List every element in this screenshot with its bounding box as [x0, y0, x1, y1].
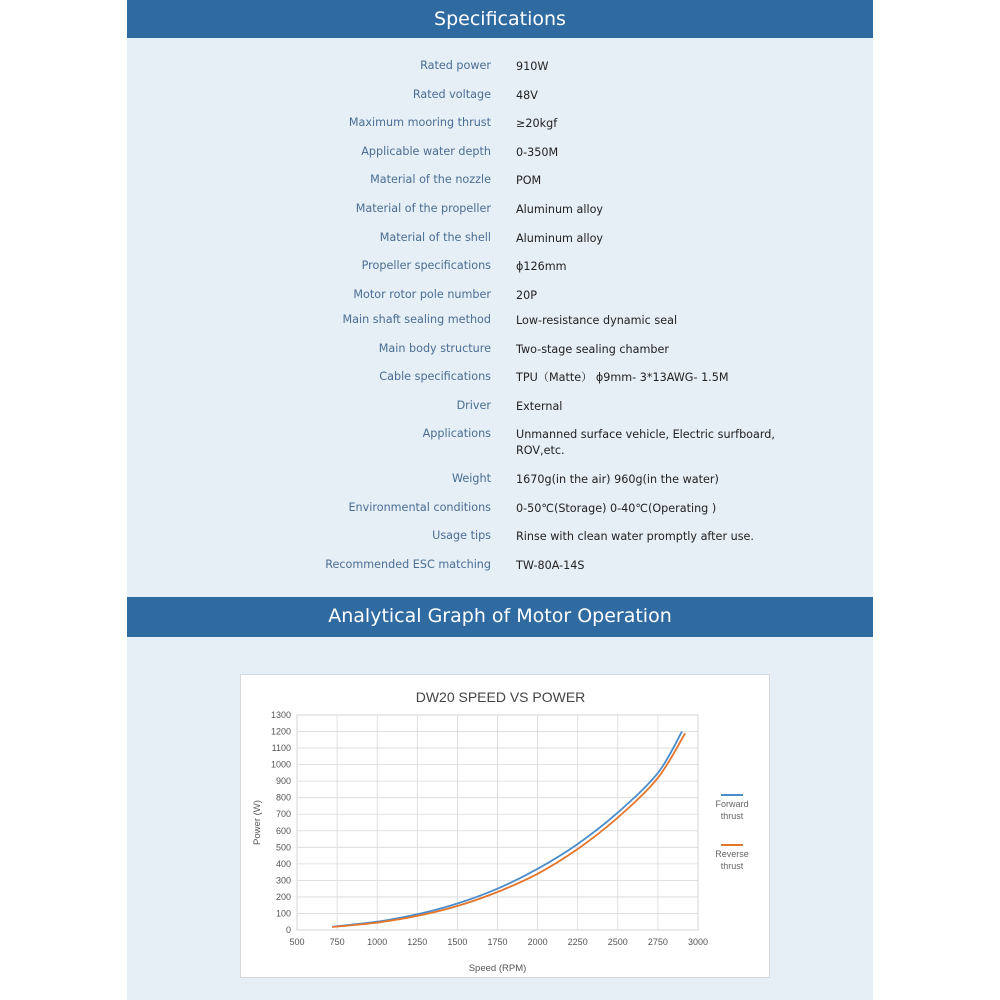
spec-label: Rated voltage — [412, 88, 491, 101]
x-axis-label: Speed (RPM) — [468, 963, 527, 974]
graph-section-title: Analytical Graph of Motor Operation — [328, 605, 672, 627]
spec-value: ≥20kgf — [516, 117, 558, 130]
spec-value: TW-80A-14S — [516, 559, 585, 572]
y-tick-label: 600 — [275, 825, 291, 836]
speed-power-chart — [241, 675, 769, 977]
chart-title: DW20 SPEED VS POWER — [415, 689, 586, 705]
spec-label: Motor rotor pole number — [353, 288, 491, 301]
legend-label: Forward — [715, 799, 749, 809]
x-tick-label: 750 — [329, 937, 345, 947]
y-tick-label: 0 — [285, 925, 291, 935]
spec-value: Rinse with clean water promptly after use. — [516, 530, 754, 543]
x-tick-label: 2000 — [527, 937, 548, 947]
spec-value: 1670g(in the air) 960g(in the water) — [516, 473, 719, 486]
x-tick-label: 500 — [289, 937, 305, 947]
specifications-banner — [127, 0, 873, 38]
spec-label: Applicable water depth — [361, 145, 491, 158]
y-tick-label: 800 — [275, 792, 291, 803]
x-tick-label: 1750 — [487, 937, 508, 947]
spec-label: Propeller specifications — [361, 259, 491, 272]
spec-value: POM — [516, 174, 542, 187]
spec-label: Material of the propeller — [355, 202, 491, 215]
legend-label: thrust — [720, 861, 744, 871]
spec-label: Main shaft sealing method — [342, 313, 491, 326]
spec-value: 0-350M — [516, 146, 559, 159]
chart-container — [240, 674, 770, 978]
spec-label: Material of the nozzle — [370, 173, 491, 186]
spec-label: Cable specifications — [379, 370, 491, 383]
graph-banner — [127, 597, 873, 637]
y-tick-label: 300 — [275, 875, 291, 886]
y-axis-label: Power (W) — [252, 800, 263, 845]
spec-label: Rated power — [420, 59, 491, 72]
x-tick-label: 2500 — [607, 937, 628, 947]
spec-value: Unmanned surface vehicle, Electric surfboard, ROV,etc. — [516, 428, 775, 457]
spec-value: Aluminum alloy — [516, 203, 604, 216]
x-tick-label: 2750 — [647, 937, 668, 947]
spec-label: Recommended ESC matching — [325, 558, 491, 571]
y-tick-label: 500 — [275, 842, 291, 853]
spec-value: ɸ126mm — [516, 260, 567, 273]
y-tick-label: 1200 — [270, 726, 291, 737]
spec-value: Low-resistance dynamic seal — [516, 314, 678, 327]
spec-value: 0-50℃(Storage) 0-40℃(Operating ) — [516, 502, 717, 515]
spec-label: Main body structure — [378, 342, 491, 355]
x-tick-label: 3000 — [687, 937, 709, 947]
y-tick-label: 1000 — [270, 759, 291, 770]
spec-value: TPU（Matte） ɸ9mm- 3*13AWG- 1.5M — [516, 371, 729, 384]
y-tick-label: 100 — [275, 908, 291, 919]
spec-label: Weight — [452, 472, 491, 485]
spec-label: Environmental conditions — [348, 501, 491, 514]
y-tick-label: 1300 — [270, 710, 291, 720]
y-tick-label: 1100 — [271, 743, 291, 754]
spec-label: Material of the shell — [379, 231, 491, 244]
x-tick-label: 1000 — [367, 937, 388, 947]
spec-value: 48V — [516, 89, 538, 102]
spec-label: Applications — [422, 427, 491, 440]
spec-value: 910W — [516, 60, 549, 73]
legend-label: thrust — [720, 811, 744, 821]
spec-value: 20P — [516, 289, 537, 302]
x-tick-label: 2250 — [567, 937, 588, 947]
spec-label: Usage tips — [432, 529, 491, 542]
y-tick-label: 200 — [275, 891, 291, 902]
spec-value: External — [516, 400, 563, 413]
spec-value: Two-stage sealing chamber — [516, 343, 669, 356]
y-tick-label: 700 — [275, 809, 291, 820]
specifications-title: Specifications — [434, 8, 566, 30]
y-tick-label: 900 — [275, 776, 291, 787]
y-tick-label: 400 — [275, 858, 291, 869]
x-tick-label: 1250 — [407, 937, 428, 947]
spec-label: Driver — [456, 399, 491, 412]
legend-label: Reverse — [715, 849, 749, 859]
spec-label: Maximum mooring thrust — [348, 116, 491, 129]
x-tick-label: 1500 — [447, 937, 468, 947]
spec-value: Aluminum alloy — [516, 232, 604, 245]
